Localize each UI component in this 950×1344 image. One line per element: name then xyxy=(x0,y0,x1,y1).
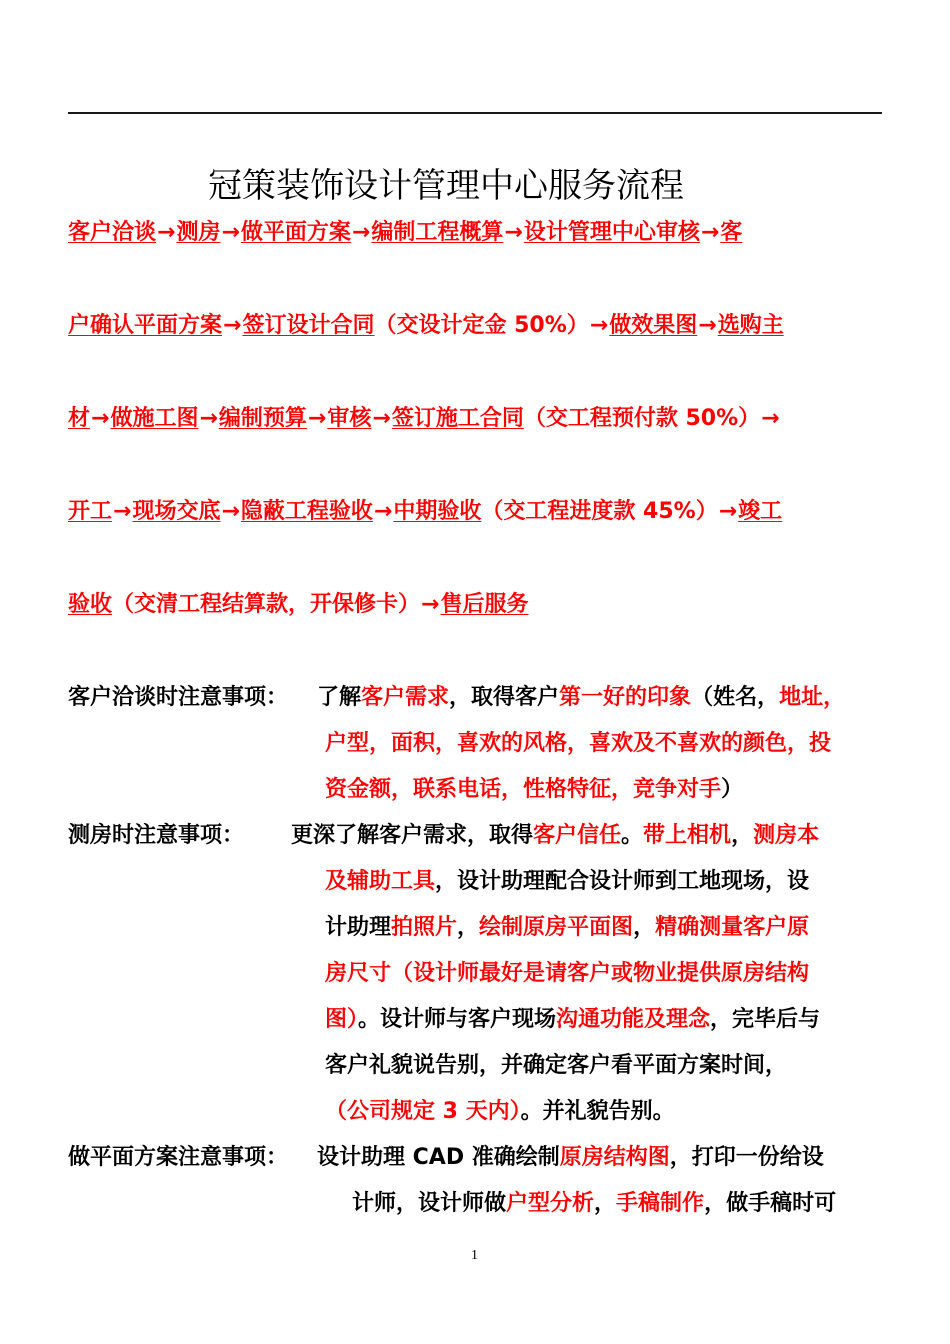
flow-step: 做施工图 xyxy=(110,406,199,431)
note-site-measure-line-1 xyxy=(291,821,819,851)
arrow-right-icon: → xyxy=(589,313,609,338)
body-text: ，设计助理配合设计师到工地现场，设 xyxy=(435,869,810,894)
arrow-right-icon: → xyxy=(421,592,440,617)
arrow-right-icon: → xyxy=(221,499,240,524)
body-text: 更深了解客户需求，取得 xyxy=(291,823,534,848)
flow-step: 签订设计合同 xyxy=(242,313,375,338)
note-client-meeting-line-1 xyxy=(317,683,845,713)
flow-step: 测房 xyxy=(176,220,221,245)
flow-step: 签订施工合同 xyxy=(391,406,524,431)
flow-step: 验收 xyxy=(68,592,113,617)
flow-line-4 xyxy=(68,497,888,527)
flow-payment-note: （交工程预付款 50%） xyxy=(523,406,761,431)
body-text: ，打印一份给设 xyxy=(669,1145,824,1170)
body-text: 。设计师与客户现场 xyxy=(358,1007,557,1032)
highlighted-text: 户型，面积，喜欢的风格，喜欢及不喜欢的颜色，投 xyxy=(325,731,832,756)
flow-step: 竣工 xyxy=(738,499,783,524)
flow-step: 户确认平面方案 xyxy=(68,313,223,338)
body-text: 。 xyxy=(621,823,644,848)
body-text: 了解 xyxy=(317,685,362,710)
body-text: ，完毕后与 xyxy=(710,1007,821,1032)
arrow-right-icon: → xyxy=(504,220,523,245)
flow-step: 客户洽谈 xyxy=(68,220,157,245)
highlighted-text: 沟通功能及理念 xyxy=(556,1007,711,1032)
note-site-measure-line-3 xyxy=(325,913,809,943)
flow-step: 客 xyxy=(720,220,743,245)
flow-step: 设计管理中心审核 xyxy=(523,220,700,245)
highlighted-text: （公司规定 3 天内） xyxy=(325,1099,521,1124)
flow-payment-note: （交设计定金 50%） xyxy=(374,313,589,338)
body-text: ， xyxy=(731,823,754,848)
highlighted-text: 精确测量客户原 xyxy=(655,915,810,940)
arrow-right-icon: → xyxy=(718,499,738,524)
note-client-meeting-line-2 xyxy=(325,729,831,759)
arrow-right-icon: → xyxy=(199,406,218,431)
note-floor-plan-line-2 xyxy=(352,1189,836,1219)
highlighted-text: 带上相机 xyxy=(643,823,732,848)
highlighted-text: 户型分析 xyxy=(506,1191,595,1216)
body-text: ， xyxy=(594,1191,617,1216)
flow-step: 选购主 xyxy=(717,313,784,338)
highlighted-text: 拍照片 xyxy=(391,915,458,940)
body-text: ， xyxy=(633,915,656,940)
body-text: 客户礼貌说告别，并确定客户看平面方案时间， xyxy=(325,1053,788,1078)
note-label-floor-plan: 做平面方案注意事项： xyxy=(68,1145,289,1170)
flow-line-2 xyxy=(68,311,888,341)
arrow-right-icon: → xyxy=(761,406,780,431)
note-site-measure-line-5 xyxy=(325,1005,820,1035)
arrow-right-icon: → xyxy=(373,499,393,524)
body-text: （姓名， xyxy=(691,685,780,710)
highlighted-text: 资金额，联系电话，性格特征，竞争对手 xyxy=(325,777,722,802)
flow-step: 售后服务 xyxy=(440,592,529,617)
flow-line-3 xyxy=(68,404,888,434)
flow-step: 材 xyxy=(68,406,91,431)
arrow-right-icon: → xyxy=(221,220,240,245)
flow-payment-note: （交清工程结算款，开保修卡） xyxy=(112,592,421,617)
arrow-right-icon: → xyxy=(372,406,391,431)
highlighted-text: 手稿制作 xyxy=(616,1191,705,1216)
page-number: 1 xyxy=(471,1248,478,1263)
body-text: ，取得客户 xyxy=(449,685,560,710)
arrow-right-icon: → xyxy=(698,313,717,338)
note-label-site-measure: 测房时注意事项： xyxy=(68,823,245,848)
flow-line-1 xyxy=(68,218,888,248)
body-text: 设计助理 CAD 准确绘制 xyxy=(317,1145,560,1170)
flow-step: 开工 xyxy=(68,499,113,524)
arrow-right-icon: → xyxy=(113,499,132,524)
note-site-measure-line-2 xyxy=(325,867,809,897)
arrow-right-icon: → xyxy=(157,220,176,245)
body-text: 。并礼貌告别。 xyxy=(520,1099,675,1124)
flow-payment-note: （交工程进度款 45%） xyxy=(481,499,718,524)
arrow-right-icon: → xyxy=(307,406,327,431)
flow-step: 审核 xyxy=(327,406,372,431)
arrow-right-icon: → xyxy=(351,220,371,245)
note-site-measure-line-4 xyxy=(325,959,809,989)
header-rule xyxy=(68,112,882,114)
arrow-right-icon: → xyxy=(223,313,242,338)
note-floor-plan-line-1 xyxy=(317,1143,824,1173)
highlighted-text: 绘制原房平面图 xyxy=(479,915,634,940)
flow-step: 隐蔽工程验收 xyxy=(240,499,373,524)
arrow-right-icon: → xyxy=(91,406,110,431)
highlighted-text: 图） xyxy=(325,1007,359,1032)
highlighted-text: 及辅助工具 xyxy=(325,869,436,894)
highlighted-text: 第一好的印象 xyxy=(559,685,692,710)
flow-step: 中期验收 xyxy=(393,499,482,524)
arrow-right-icon: → xyxy=(700,220,720,245)
body-text: ， xyxy=(457,915,480,940)
flow-step: 编制工程概算 xyxy=(371,220,504,245)
page-title: 冠策装饰设计管理中心服务流程 xyxy=(208,166,684,206)
flow-line-5 xyxy=(68,590,888,620)
flow-step: 现场交底 xyxy=(132,499,221,524)
highlighted-text: 测房本 xyxy=(753,823,820,848)
body-text: 计助理 xyxy=(325,915,392,940)
highlighted-text: 地址， xyxy=(779,685,846,710)
highlighted-text: 客户信任 xyxy=(533,823,622,848)
note-site-measure-line-6 xyxy=(325,1051,787,1081)
highlighted-text: 客户需求 xyxy=(361,685,450,710)
highlighted-text: 原房结构图 xyxy=(559,1145,670,1170)
body-text: ） xyxy=(721,777,744,802)
note-site-measure-line-7 xyxy=(325,1097,675,1127)
flow-step: 做效果图 xyxy=(609,313,698,338)
body-text: 计师，设计师做 xyxy=(352,1191,507,1216)
note-label-client-meeting: 客户洽谈时注意事项： xyxy=(68,685,289,710)
flow-step: 做平面方案 xyxy=(240,220,351,245)
flow-step: 编制预算 xyxy=(218,406,307,431)
body-text: ，做手稿时可 xyxy=(704,1191,837,1216)
highlighted-text: 房尺寸（设计师最好是请客户或物业提供原房结构 xyxy=(325,961,810,986)
note-client-meeting-line-3 xyxy=(325,775,743,805)
